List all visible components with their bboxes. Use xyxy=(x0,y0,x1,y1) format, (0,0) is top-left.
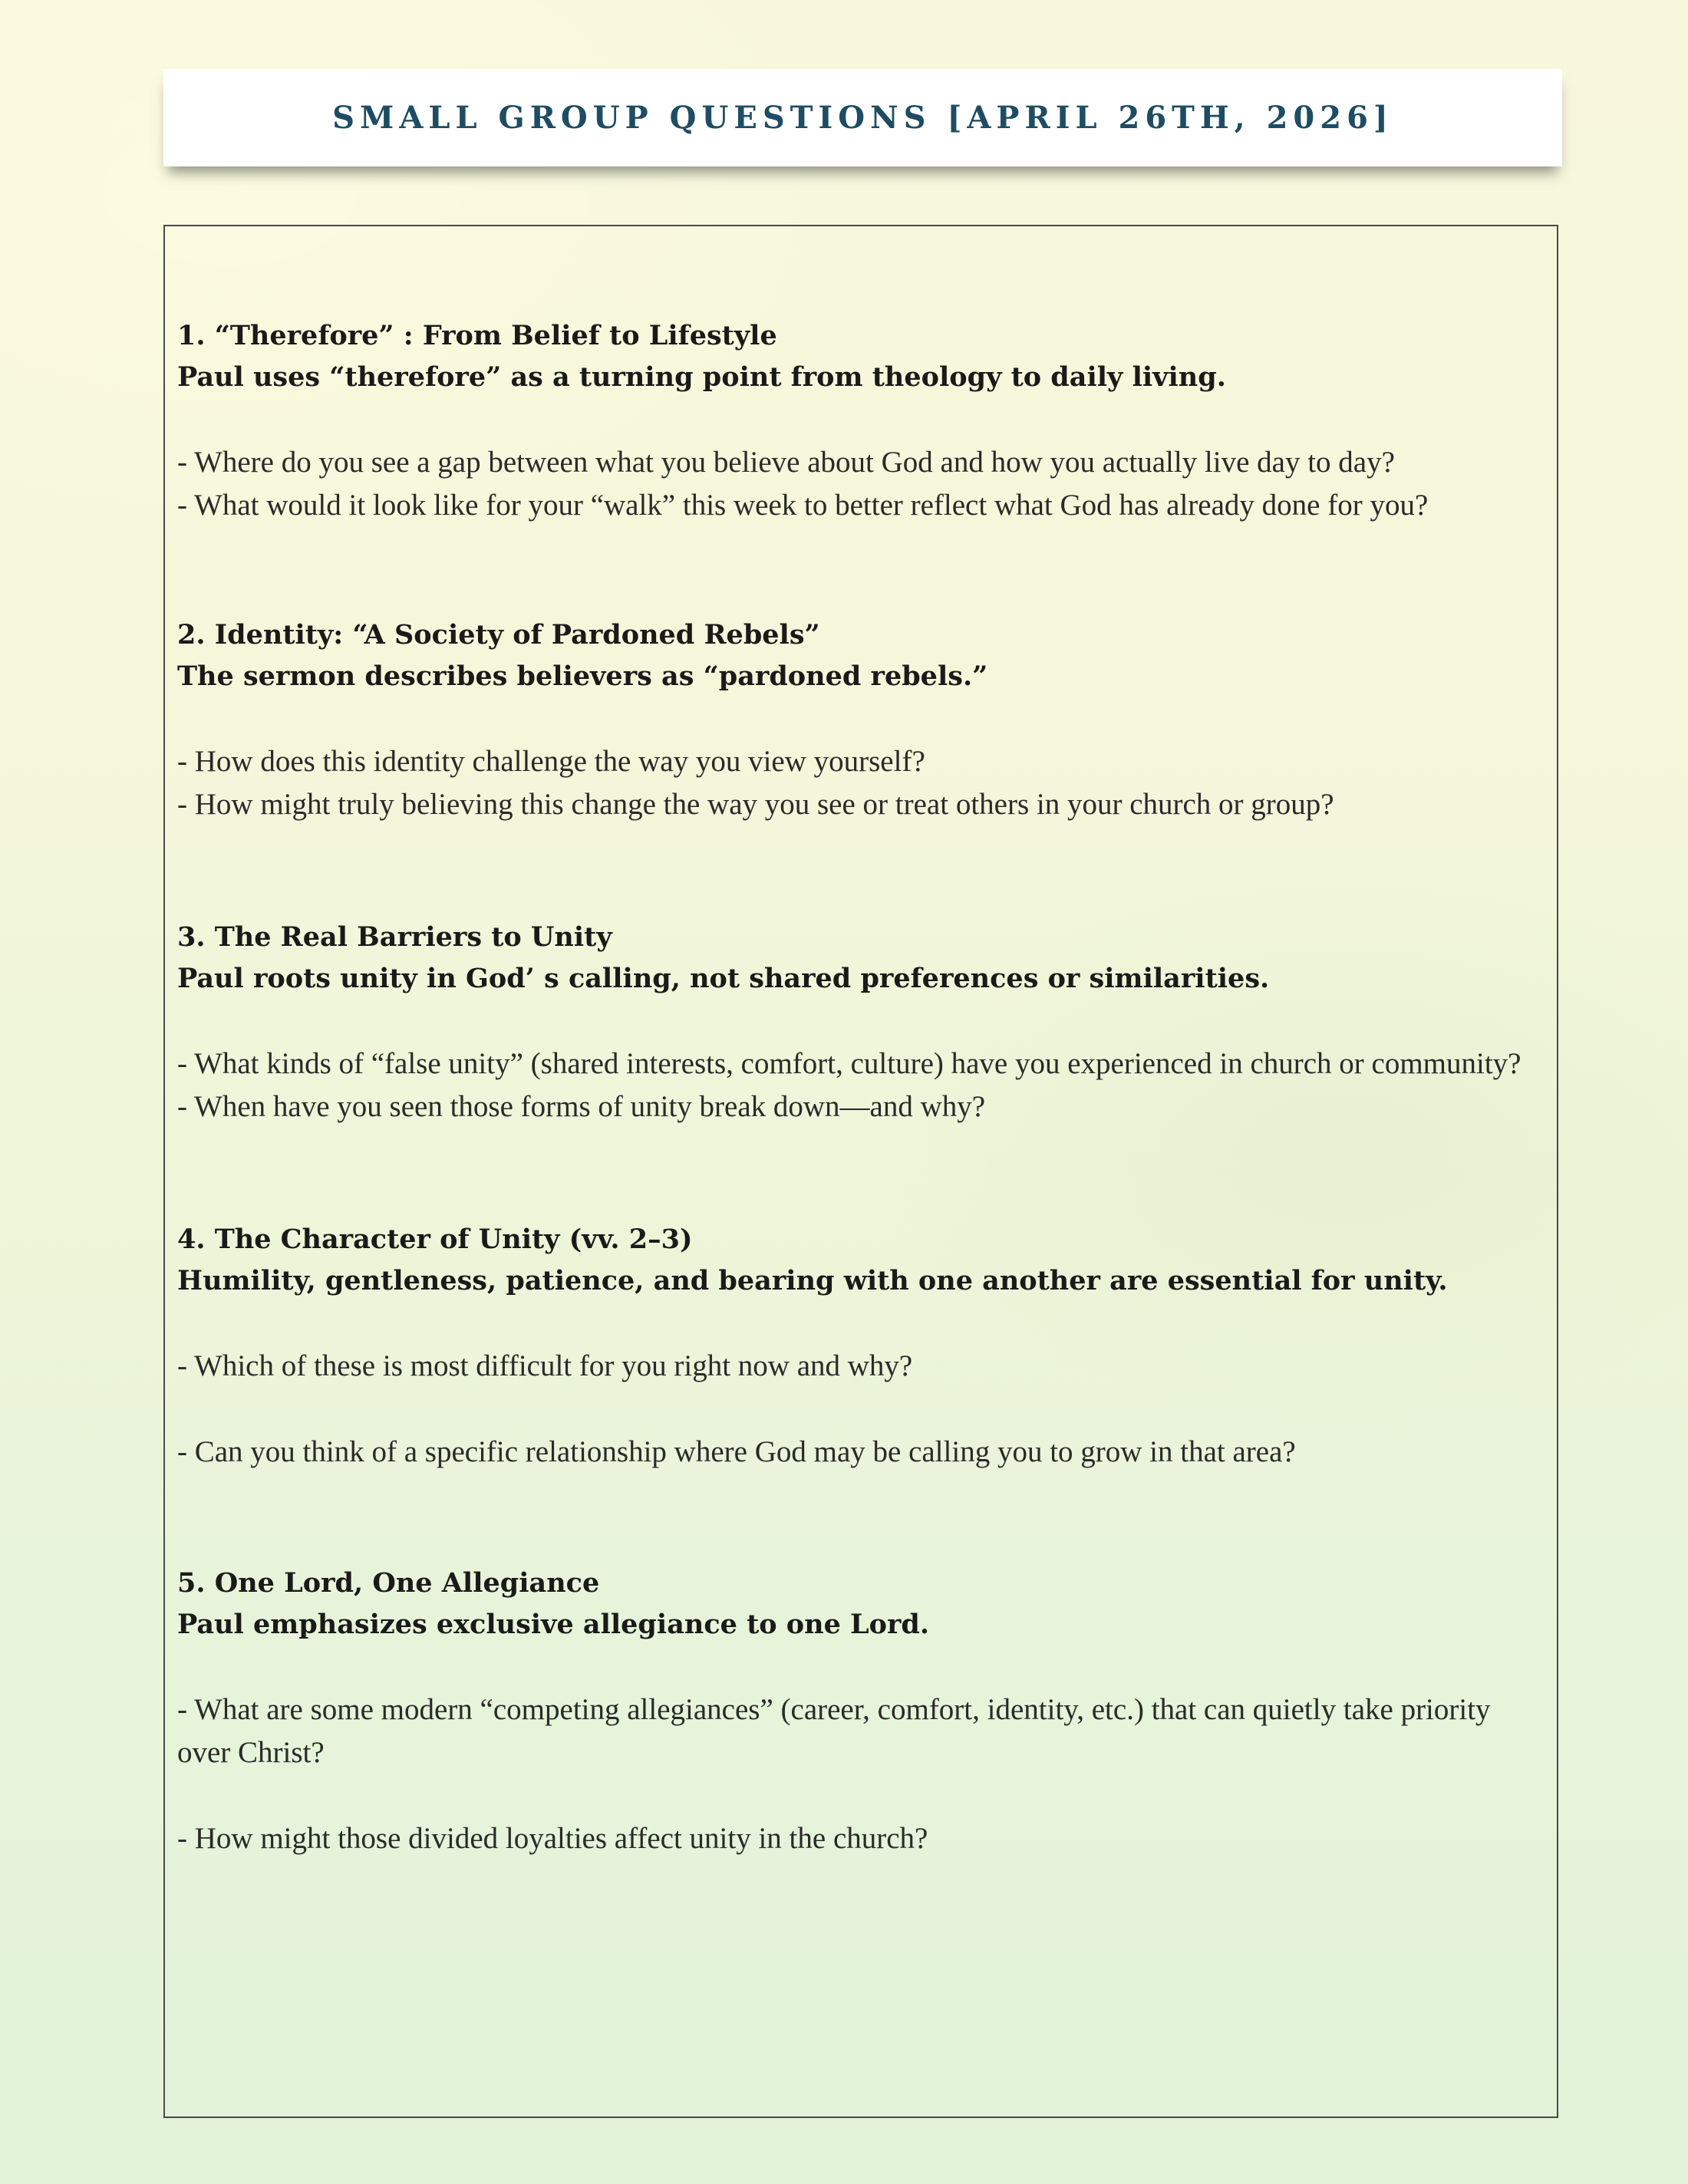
question-list xyxy=(177,1345,1526,1474)
section-title: 4. The Character of Unity (vv. 2–3) xyxy=(177,1224,693,1255)
section-subtitle: Paul emphasizes exclusive allegiance to one Lord. xyxy=(177,1609,930,1640)
question-list xyxy=(177,441,1526,527)
question-list xyxy=(177,1043,1526,1128)
header-banner xyxy=(163,69,1562,166)
question-section-4 xyxy=(177,1219,1526,1474)
section-subtitle: Paul roots unity in God’ s calling, not shared preferences or similarities. xyxy=(177,963,1270,994)
question-section-2 xyxy=(177,614,1526,826)
questions-box xyxy=(163,225,1558,2118)
section-title: 2. Identity: “A Society of Pardoned Rebels” xyxy=(177,619,820,651)
question-item: - Which of these is most difficult for you right now and why? xyxy=(177,1349,913,1382)
section-title: 1. “Therefore” : From Belief to Lifestyle xyxy=(177,320,777,351)
question-item: - What are some modern “competing allegiances” (career, comfort, identity, etc.) that can quietly take priority over Christ? xyxy=(177,1693,1491,1769)
page-title: SMALL GROUP QUESTIONS [APRIL 26TH, 2026] xyxy=(332,100,1393,136)
question-section-1 xyxy=(177,315,1526,527)
section-title: 5. One Lord, One Allegiance xyxy=(177,1567,600,1599)
question-list xyxy=(177,1688,1526,1860)
question-section-3 xyxy=(177,917,1526,1128)
question-list xyxy=(177,740,1526,826)
question-item: - What kinds of “false unity” (shared interests, comfort, culture) have you experienced in church or community? xyxy=(177,1047,1522,1080)
section-subtitle: Humility, gentleness, patience, and bearing with one another are essential for unity. xyxy=(177,1265,1448,1296)
section-subtitle: The sermon describes believers as “pardoned rebels.” xyxy=(177,660,988,692)
question-item: - How does this identity challenge the way you view yourself? xyxy=(177,745,925,778)
section-subtitle: Paul uses “therefore” as a turning point from theology to daily living. xyxy=(177,361,1226,393)
question-item: - When have you seen those forms of unity break down—and why? xyxy=(177,1090,986,1123)
question-item: - What would it look like for your “walk” this week to better reflect what God has already done for you? xyxy=(177,489,1429,522)
question-item: - How might those divided loyalties affect unity in the church? xyxy=(177,1822,928,1855)
question-item: - Can you think of a specific relationship where God may be calling you to grow in that area? xyxy=(177,1435,1296,1468)
question-item: - How might truly believing this change the way you see or treat others in your church or group? xyxy=(177,788,1334,821)
section-title: 3. The Real Barriers to Unity xyxy=(177,921,612,953)
question-item: - Where do you see a gap between what you believe about God and how you actually live day to day? xyxy=(177,446,1395,479)
question-section-5 xyxy=(177,1563,1526,1860)
